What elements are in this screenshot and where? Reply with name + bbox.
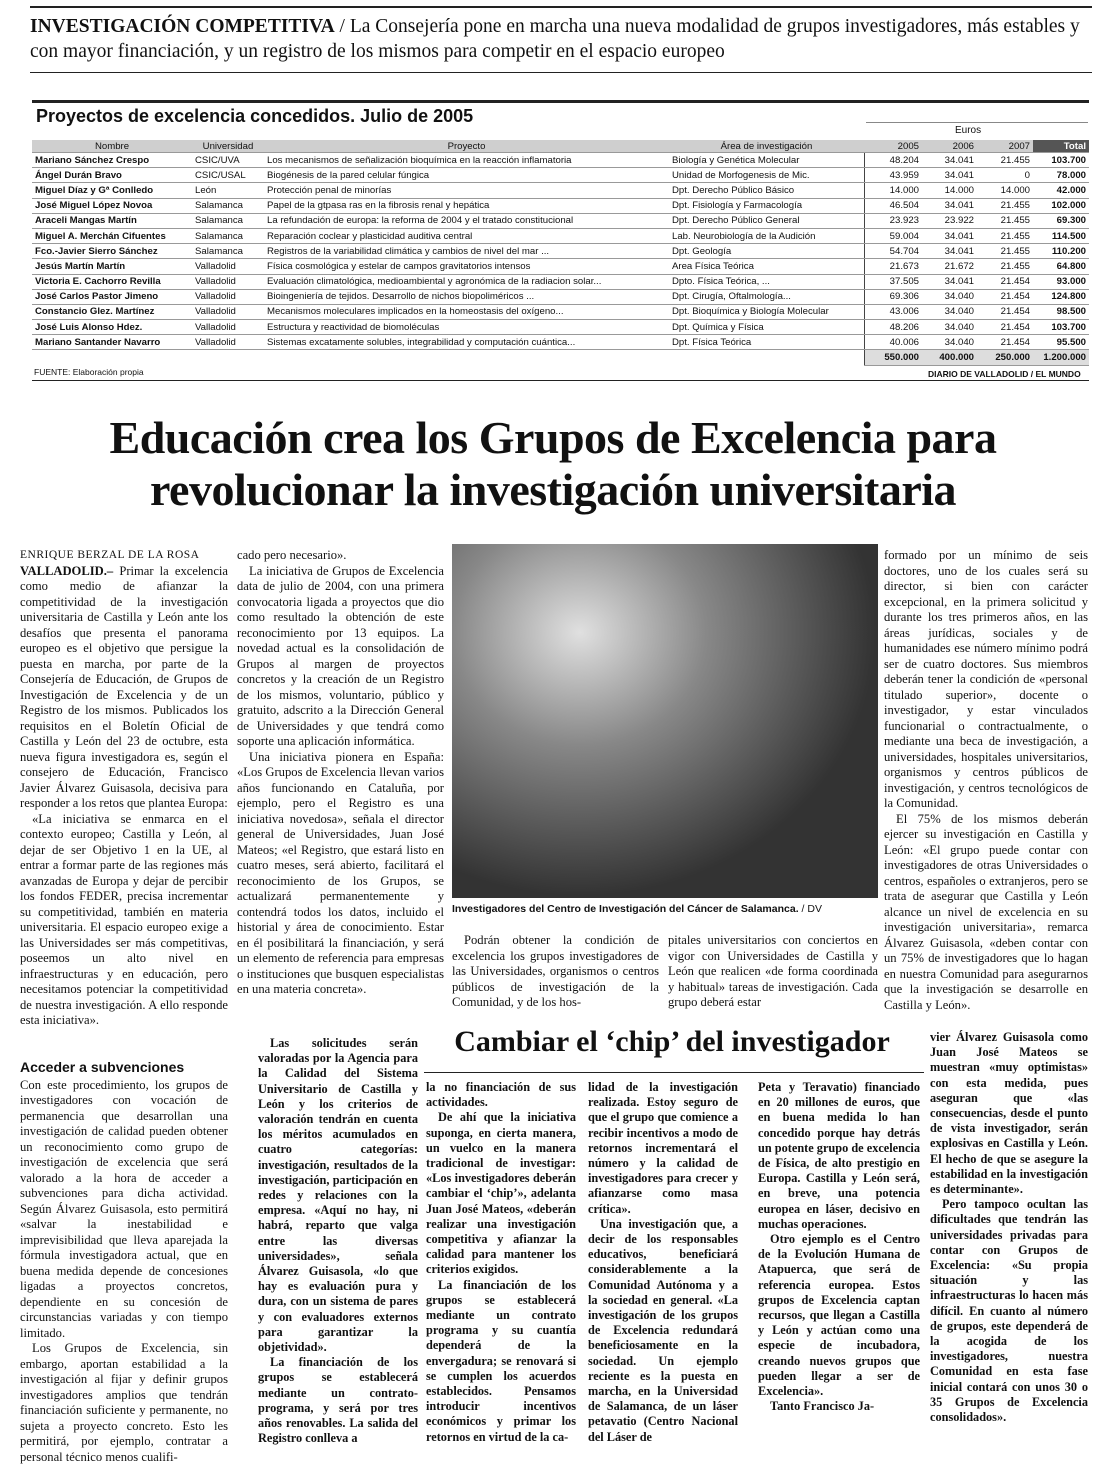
table-cell: José Carlos Pastor Jimeno — [32, 289, 192, 304]
kicker-text: / La Consejería pone en marcha una nueva modalidad de grupos investigadores, más estables y con mayor financiación, y un registro de los mismos para competir en el espacio europeo — [30, 16, 1080, 62]
table-cell: 34.040 — [922, 335, 977, 350]
paragraph: El 75% de los mismos deberán ejercer su investigación en Castilla y León: «El grupo puede contar con investigadores de otras Universidades o centros, españoles o extranjeros, pero se trata de asegurar que Castilla y León alcance un nivel de excelencia en su investigación universitaria», remarca Álvarez Guisasola, «deben contar con un 75% de investigadores que lo hagan en nuestra Comunidad para asegurarnos que la investigación se desarrolle en Castilla y León». — [884, 811, 1088, 1012]
table-cell: 40.006 — [864, 335, 922, 350]
table-cell: 37.505 — [864, 274, 922, 289]
table-cell: Dpt. Cirugía, Oftalmología... — [669, 289, 864, 304]
table-header-cell: Total — [1033, 140, 1089, 153]
paragraph: Los Grupos de Excelencia, sin embargo, aportan estabilidad a la investigación al fijar y definir grupos investigadores amplios que tendrán financiación suficiente y permanente, no sujeta a proyecto concreto. Esto les permitirá, por ejemplo, contratar a personal técnico menos cualifi- — [20, 1341, 228, 1464]
table-cell: 46.504 — [864, 198, 922, 213]
caption-credit: / DV — [801, 903, 822, 915]
headline — [0, 412, 1106, 516]
table-title: Proyectos de excelencia concedidos. Julio de 2005 — [36, 106, 474, 126]
table-cell: Area Física Teórica — [669, 259, 864, 274]
table-header-cell: Proyecto — [264, 140, 669, 153]
paragraph: Una investigación que, a decir de los responsables educativos, beneficiará considerablemente a la Comunidad Autónoma y a la sociedad en general. «La investigación de los grupos de Excelencia redundará beneficiosamente en la sociedad. Un ejemplo reciente es la puesta en marcha, en la Universidad de Salamanca, de un láser petavatio (Centro Nacional del Láser de — [588, 1216, 738, 1444]
sidebar-rule — [424, 1072, 924, 1073]
table-header-cell: 2007 — [977, 140, 1033, 153]
euros-label: Euros — [955, 125, 982, 136]
table-cell: 21.455 — [977, 198, 1033, 213]
table-total-cell: 400.000 — [922, 350, 977, 365]
table-row — [32, 198, 1089, 213]
table-cell: Protección penal de minorías — [264, 183, 669, 198]
paragraph: Podrán obtener la condición de excelencia los grupos investigadores de las Universidades, organismos o centros públicos de investigación de la Comunidad, y de los hos- — [452, 933, 659, 1009]
table-cell: 21.455 — [977, 153, 1033, 168]
table-cell: Salamanca — [192, 198, 264, 213]
table-cell: La refundación de europa: la reforma de 2004 y el tratado constitucional — [264, 213, 669, 228]
table-cell: Unidad de Morfogenesis de Mic. — [669, 168, 864, 183]
paragraph: Las solicitudes serán valoradas por la Agencia para la Calidad del Sistema Universitario de Castilla y León y los criterios de valoración tendrán en cuenta los méritos acumulados en cuatro categorías: investigación, resultados de la investigación, participación en redes y relaciones con la empresa. «Aquí no hay, ni habrá, reparto que valga entre las diversas universidades», señala Álvarez Guisasola, «lo que hay es evaluación pura y dura, con un sistema de pares y con evaluadores externos para garantizar la objetividad». — [258, 1036, 418, 1355]
paragraph: lidad de la investigación realizada. Estoy seguro de que el grupo que comience a recibir incentivos a modo de retornos incrementará el número y la calidad de investigadores para crecer y afianzarse como masa crítica». — [588, 1080, 738, 1216]
table-cell: 54.704 — [864, 244, 922, 259]
table-cell: Papel de la gtpasa ras en la fibrosis renal y hepática — [264, 198, 669, 213]
table-cell: Dpt. Bioquímica y Biología Molecular — [669, 304, 864, 319]
table-cell: 69.306 — [864, 289, 922, 304]
paragraph: formado por un mínimo de seis doctores, uno de los cuales será su director, si bien con carácter excepcional, en la primera solicitud y durante los tres primeros años, en las áreas jurídicas, sociales y de humanidades ese número mínimo podrá ser de cuatro doctores. Sus miembros deberán tener la condición de «personal titulado superior», docente o investigador, y estar vinculados funcionarial o contractualmente, o mediante una beca de investigación, a universidades, hospitales universitarios, organismos y centros públicos de investigación, y centros tecnológicos de la Comunidad. — [884, 548, 1088, 810]
table-cell: Registros de la variabilidad climática y cambios de nivel del mar ... — [264, 244, 669, 259]
table-bottom-rule — [32, 380, 1089, 381]
table-cell: Valladolid — [192, 335, 264, 350]
kicker-rule — [30, 72, 1092, 73]
paragraph: La financiación de los grupos se establecerá mediante un contrato-programa, y será por tres años renovables. La salida del Registro conlleva a — [258, 1355, 418, 1446]
table-cell: 34.040 — [922, 304, 977, 319]
table-cell: 14.000 — [977, 183, 1033, 198]
table-cell: 34.041 — [922, 274, 977, 289]
table-total-cell: 250.000 — [977, 350, 1033, 365]
table-cell: 21.455 — [977, 228, 1033, 243]
table-total-cell: 550.000 — [864, 350, 922, 365]
table-cell: 21.454 — [977, 304, 1033, 319]
table-row — [32, 153, 1089, 168]
article-column-2b — [258, 1036, 418, 1450]
table-header-cell: Área de investigación — [669, 140, 864, 153]
table-cell: 21.454 — [977, 335, 1033, 350]
table-cell: 64.800 — [1033, 259, 1089, 274]
table-cell: 21.454 — [977, 274, 1033, 289]
paragraph: De ahí que la iniciativa suponga, en cierta manera, un vuelco en la manera tradicional de investigar: «Los investigadores deberán cambiar el ‘chip’», adelanta Juan José Mateos, «deberán realizar una investigación competitiva y afianzar la calidad para mantener los criterios exigidos. — [426, 1110, 576, 1277]
table-cell: 21.672 — [922, 259, 977, 274]
table-cell: Fco.-Javier Sierro Sánchez — [32, 244, 192, 259]
paragraph: La financiación de los grupos se establecerá mediante un contrato programa y su cuantía dependerá de la envergadura; se renovará si se cumplen los acuerdos establecidos. Pensamos introducir incentivos económicos y primar los retornos en virtud de la ca- — [426, 1277, 576, 1444]
table-cell: Mecanismos moleculares implicados en la homeostasis del oxígeno... — [264, 304, 669, 319]
table-cell: Evaluación climatológica, medioambiental y agronómica de la radiacion solar... — [264, 274, 669, 289]
table-row — [32, 168, 1089, 183]
table-cell: 34.041 — [922, 168, 977, 183]
table-cell: 21.673 — [864, 259, 922, 274]
article-column-2 — [237, 548, 444, 1036]
table-cell: Valladolid — [192, 304, 264, 319]
table-cell: 114.500 — [1033, 228, 1089, 243]
headline-line-2: revolucionar la investigación universitaria — [149, 464, 957, 515]
table-header-cell: 2006 — [922, 140, 977, 153]
table-cell: Salamanca — [192, 213, 264, 228]
table-cell: Sistemas excatamente solubles, integrabilidad y computación cuántica... — [264, 335, 669, 350]
table-cell: León — [192, 183, 264, 198]
table-cell: 78.000 — [1033, 168, 1089, 183]
article-column-3 — [452, 933, 659, 1031]
table-cell: CSIC/USAL — [192, 168, 264, 183]
table-row — [32, 304, 1089, 319]
table-cell: Valladolid — [192, 274, 264, 289]
table-cell: 23.922 — [922, 213, 977, 228]
sidebar-column-2 — [588, 1080, 738, 1450]
table-cell: 43.006 — [864, 304, 922, 319]
table-cell: Dpt. Física Teórica — [669, 335, 864, 350]
table-cell: Dpt. Derecho Público Básico — [669, 183, 864, 198]
table-cell: José Miguel López Novoa — [32, 198, 192, 213]
photo-researchers — [452, 544, 878, 898]
table-cell: 69.300 — [1033, 213, 1089, 228]
table-row — [32, 213, 1089, 228]
table-cell: Valladolid — [192, 320, 264, 335]
table-cell: Dpt. Química y Física — [669, 320, 864, 335]
table-row — [32, 228, 1089, 243]
sidebar-column-1 — [426, 1080, 576, 1450]
table-cell: Dpt. Geología — [669, 244, 864, 259]
table-cell: 124.800 — [1033, 289, 1089, 304]
table-cell: 14.000 — [922, 183, 977, 198]
table-cell: 21.455 — [977, 259, 1033, 274]
table-cell: 34.041 — [922, 153, 977, 168]
table-cell: 48.206 — [864, 320, 922, 335]
table-cell: 21.454 — [977, 289, 1033, 304]
table-cell: Valladolid — [192, 289, 264, 304]
table-cell: Reparación coclear y plasticidad auditiva central — [264, 228, 669, 243]
table-cell: 43.959 — [864, 168, 922, 183]
sidebar-column-4 — [930, 1030, 1088, 1450]
paragraph: Otro ejemplo es el Centro de la Evolución Humana de Atapuerca, que será de referencia europea. Estos grupos de Excelencia captan recursos, que llegan a Castilla y León y actúan como una especie de incubadora, creando nuevos grupos que pueden llegar a ser de Excelencia». — [758, 1232, 920, 1399]
paragraph: cado pero necesario». — [237, 548, 347, 562]
headline-line-1: Educación crea los Grupos de Excelencia para — [109, 412, 997, 463]
sidebar-title: Cambiar el ‘chip’ del investigador — [454, 1025, 890, 1058]
table-cell: Estructura y reactividad de biomoléculas — [264, 320, 669, 335]
table-top-rule — [32, 100, 1089, 103]
paragraph: Con este procedimiento, los grupos de investigadores con vocación de permanencia que desarrollan una investigación de calidad pueden obtener un reconocimiento como grupo de investigación de excelencia que será valorado a la hora de acceder a subvenciones para dicha actividad. Según Álvarez Guisasola, esto permitirá «salvar la inestabilidad e imprevisibilidad que lleva aparejada la fórmula investigadora actual, que en buena medida depende de concesiones ligadas a proyectos concretos, dependiente en su concesión de circunstancias variadas y con tiempo limitado. — [20, 1077, 228, 1340]
table-cell: Dpt. Fisiología y Farmacología — [669, 198, 864, 213]
table-row — [32, 244, 1089, 259]
table-cell: 93.000 — [1033, 274, 1089, 289]
table-cell: 34.041 — [922, 244, 977, 259]
table-cell: 34.040 — [922, 289, 977, 304]
table-totals-row — [32, 350, 1089, 365]
table-cell: CSIC/UVA — [192, 153, 264, 168]
table-cell: Lab. Neurobiología de la Audición — [669, 228, 864, 243]
table-row — [32, 274, 1089, 289]
article-column-1b — [20, 1052, 228, 1464]
table-cell: Valladolid — [192, 259, 264, 274]
kicker — [30, 14, 1090, 64]
paragraph: Peta y Teravatio) financiado en 20 millones de euros, que en buena medida lo han concedido porque hay detrás un potente grupo de excelencia de Física, de alto prestigio en Europa. Castilla y León será, en breve, una potencia europea en láser, decisivo en muchas operaciones. — [758, 1080, 920, 1231]
table-cell: Dpt. Derecho Público General — [669, 213, 864, 228]
table-row — [32, 335, 1089, 350]
table-row — [32, 320, 1089, 335]
top-rule — [30, 6, 1092, 8]
table-cell: Los mecanismos de señalización bioquímica en la reacción inflamatoria — [264, 153, 669, 168]
table-cell: Araceli Mangas Martín — [32, 213, 192, 228]
table-cell: Mariano Sánchez Crespo — [32, 153, 192, 168]
table-cell: 34.041 — [922, 228, 977, 243]
table-cell: 110.200 — [1033, 244, 1089, 259]
table-cell: Biología y Genética Molecular — [669, 153, 864, 168]
paragraph: Una iniciativa pionera en España: «Los Grupos de Excelencia llevan varios años funcionando en Cataluña, por ejemplo, pero el Registro es una iniciativa novedosa», señala el director general de Universidades, Juan José Mateos; «el Registro, que estará listo en cuatro meses, será abierto, facilitará el reconocimiento de los Grupos, se actualizará permanentemente y contendrá todos los datos, incluido el historial y área de conocimiento. Estar en él posibilitará la financiación, y será un elemento de referencia para empresas o instituciones que busquen especialistas en una materia concreta». — [237, 749, 444, 996]
table-header-cell: Nombre — [32, 140, 192, 153]
paragraph: Pero tampoco ocultan las dificultades que tendrán las universidades privadas para contar con Grupos de Excelencia: «Su propia situación y las infraestructuras lo hacen más difícil. En cuanto al número de grupos, este dependerá de la acogida de los investigadores, nuestra Comunidad en esta fase inicial contará con unos 30 o 35 Grupos de Excelencia consolidados». — [930, 1197, 1088, 1425]
table-cell: 21.455 — [977, 244, 1033, 259]
table-cell: Física cosmológica y estelar de campos gravitatorios intensos — [264, 259, 669, 274]
sidebar-column-3 — [758, 1080, 920, 1450]
paragraph: la no financiación de sus actividades. — [426, 1080, 576, 1110]
table-header-cell: Universidad — [192, 140, 264, 153]
table-cell: 14.000 — [864, 183, 922, 198]
article-column-4 — [668, 933, 878, 1031]
table-row — [32, 259, 1089, 274]
table-source: FUENTE: Elaboración propia — [34, 367, 144, 377]
table-cell: Miguel Díaz y Gª Conlledo — [32, 183, 192, 198]
table-cell: 98.500 — [1033, 304, 1089, 319]
article-column-1 — [20, 548, 228, 1036]
table-cell: Miguel A. Merchán Cifuentes — [32, 228, 192, 243]
table-cell: Victoria E. Cachorro Revilla — [32, 274, 192, 289]
table-cell: José Luis Alonso Hdez. — [32, 320, 192, 335]
table-cell: 48.204 — [864, 153, 922, 168]
table-cell: 103.700 — [1033, 153, 1089, 168]
table-header-cell: 2005 — [864, 140, 922, 153]
table-cell: Salamanca — [192, 244, 264, 259]
table-cell: 102.000 — [1033, 198, 1089, 213]
table-cell: 21.454 — [977, 320, 1033, 335]
table-cell: Biogénesis de la pared celular fúngica — [264, 168, 669, 183]
table-cell: Jesús Martín Martín — [32, 259, 192, 274]
kicker-lead: INVESTIGACIÓN COMPETITIVA — [30, 16, 335, 37]
table-row — [32, 183, 1089, 198]
table-cell: Salamanca — [192, 228, 264, 243]
euros-rule — [866, 122, 1088, 123]
paragraph: «La iniciativa se enmarca en el contexto europeo; Castilla y León, al dejar de ser Objetivo 1 en la UE, al entrar a formar parte de las regiones más avanzadas de Europa y dejar de percibir los fondos FEDER, precisa incrementar su competitividad, también en materia universitaria. El espacio europeo exige a las Universidades ser más competitivas, poseemos un alto nivel en infraestructuras y en educación, pero necesitamos potenciar la competitividad de nuestra investigación. A ello responde esta iniciativa». — [20, 811, 228, 1027]
table-cell: 103.700 — [1033, 320, 1089, 335]
paragraph: La iniciativa de Grupos de Excelencia data de julio de 2004, con una primera convocatoria ligada a proyectos que dio como resultado la obtención de este reconocimiento por 13 equipos. La novedad actual es la consolidación de Grupos al margen de proyectos concretos y la creación de un Registro de los mismos, voluntario, público y gratuito, adscrito a la Dirección General de Universidades y que tendrá como soporte una aplicación informática. — [237, 563, 444, 748]
table-header-row — [32, 140, 1089, 153]
table-cell: Constancio Glez. Martínez — [32, 304, 192, 319]
table-cell: 23.923 — [864, 213, 922, 228]
table-cell: 34.040 — [922, 320, 977, 335]
table-cell: Mariano Santander Navarro — [32, 335, 192, 350]
subhead: Acceder a subvenciones — [20, 1059, 185, 1075]
projects-table — [32, 140, 1089, 366]
table-cell: 21.455 — [977, 213, 1033, 228]
table-cell: Ángel Durán Bravo — [32, 168, 192, 183]
table-cell: Bioingeniería de tejidos. Desarrollo de nichos biopoliméricos ... — [264, 289, 669, 304]
table-cell: Dpto. Física Teórica, ... — [669, 274, 864, 289]
photo-caption — [452, 903, 882, 915]
byline: ENRIQUE BERZAL DE LA ROSA — [20, 549, 200, 561]
table-cell: 34.041 — [922, 198, 977, 213]
article-column-5 — [884, 548, 1088, 1034]
caption-text: Investigadores del Centro de Investigación del Cáncer de Salamanca. — [452, 903, 799, 915]
paragraph: pitales universitarios con conciertos en vigor con Universidades de Castilla y León que realicen «de forma coordinada y habitual» tareas de investigación. Cada grupo deberá estar — [668, 933, 878, 1009]
dateline: VALLADOLID.– — [20, 563, 114, 578]
table-cell: 59.004 — [864, 228, 922, 243]
paragraph: Tanto Francisco Ja- — [770, 1399, 875, 1414]
table-cell: 0 — [977, 168, 1033, 183]
table-credit: DIARIO DE VALLADOLID / EL MUNDO — [928, 369, 1081, 379]
table-cell: 95.500 — [1033, 335, 1089, 350]
paragraph: Primar la excelencia como medio de afianzar la competitividad de la investigación universitaria de Castilla y León ante los desafíos que presenta el panorama europeo es el objetivo que persigue la puesta en marcha, por parte de la Consejería de Educación, de Grupos de Investigación de Excelencia y de un Registro de los mismos. Publicados los requisitos en el Boletín Oficial de Castilla y León del 23 de octubre, esta nueva figura investigadora es, según el consejero de Educación, Francisco Javier Álvarez Guisasola, decisiva para responder a los retos que plantea Europa: — [20, 563, 228, 810]
paragraph: vier Álvarez Guisasola como Juan José Mateos se muestran «muy optimistas» con esta medida, pues aseguran que «las consecuencias, desde el punto de vista investigador, serán explosivas en Castilla y León. El hecho de que se asegure la estabilidad en la investigación es determinante». — [930, 1030, 1088, 1197]
table-cell: 42.000 — [1033, 183, 1089, 198]
table-row — [32, 289, 1089, 304]
table-total-cell: 1.200.000 — [1033, 350, 1089, 365]
